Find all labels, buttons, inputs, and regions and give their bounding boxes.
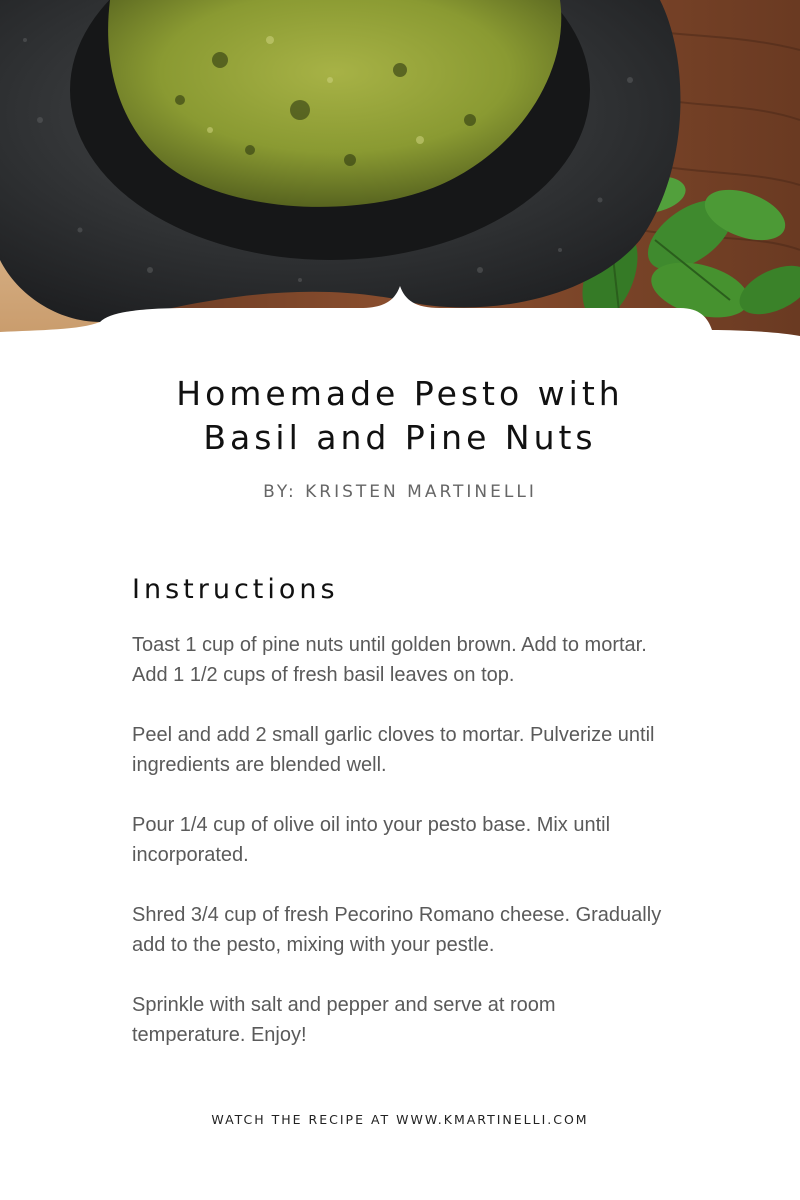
instruction-step: Shred 3/4 cup of fresh Pecorino Romano cheese. Gradually add to the pesto, mixing with your pestle. — [132, 904, 662, 956]
instruction-step: Pour 1/4 cup of olive oil into your pesto base. Mix until incorporated. — [132, 814, 611, 866]
instruction-step: Sprinkle with salt and pepper and serve at room temperature. Enjoy! — [132, 994, 556, 1046]
instruction-step: Toast 1 cup of pine nuts until golden brown. Add to mortar. Add 1 1/2 cups of fresh basil leaves on top. — [132, 634, 647, 686]
recipe-title-line-1: Homemade Pesto with — [176, 374, 624, 413]
hero-photo — [0, 0, 800, 345]
recipe-author: BY: KRISTEN MARTINELLI — [263, 482, 537, 502]
instructions-list — [132, 630, 672, 1080]
footer-website: WATCH THE RECIPE AT WWW.KMARTINELLI.COM — [211, 1112, 589, 1127]
instructions-heading: Instructions — [132, 574, 339, 605]
instruction-step: Peel and add 2 small garlic cloves to mortar. Pulverize until ingredients are blended well. — [132, 724, 655, 776]
recipe-title — [0, 372, 800, 460]
recipe-title-line-2: Basil and Pine Nuts — [203, 418, 597, 457]
pesto-mortar-photo — [0, 0, 800, 345]
